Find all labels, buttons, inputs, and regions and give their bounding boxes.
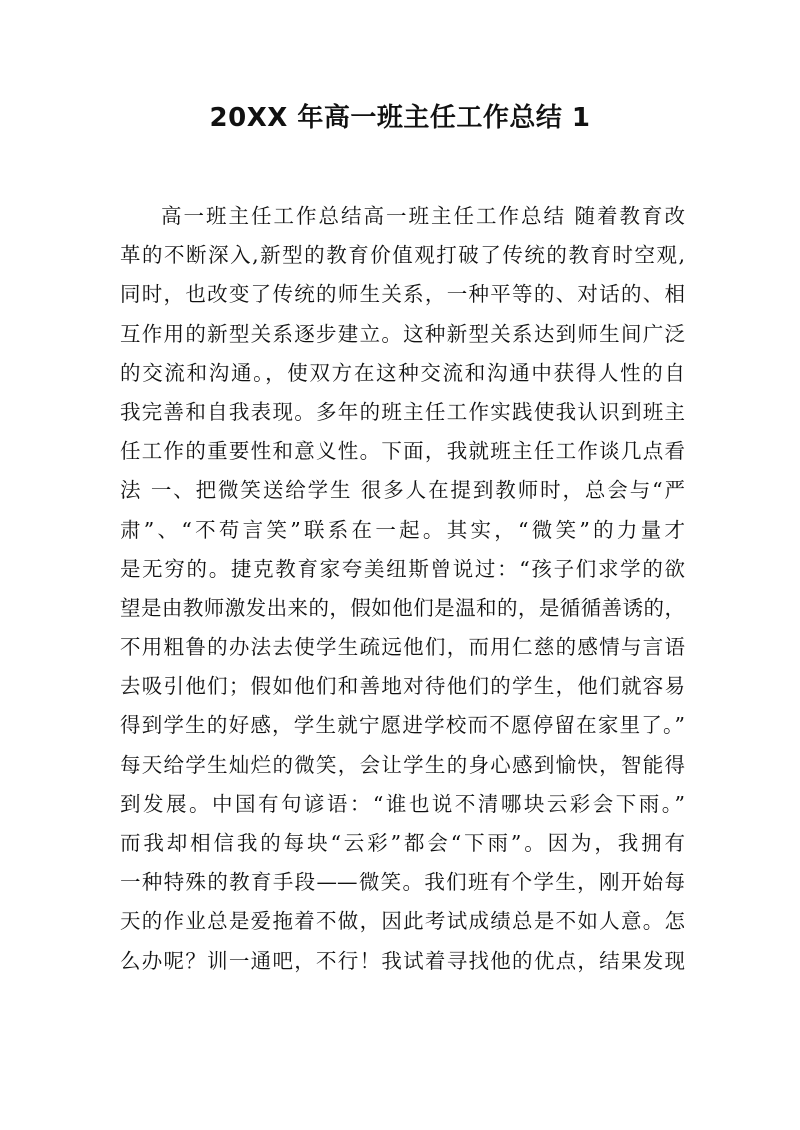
body-line: 到发展。中国有句谚语：“谁也说不清哪块云彩会下雨。” <box>120 791 685 816</box>
body-line: 天的作业总是爱拖着不做，因此考试成绩总是不如人意。怎 <box>120 909 685 934</box>
body-line: 每天给学生灿烂的微笑，会让学生的身心感到愉快，智能得 <box>120 752 685 777</box>
body-line: 互作用的新型关系逐步建立。这种新型关系达到师生间广泛 <box>120 321 685 346</box>
body-line: 么办呢？训一通吧，不行！我试着寻找他的优点，结果发现 <box>120 948 685 973</box>
document-title: 20XX 年高一班主任工作总结 1 <box>209 103 591 133</box>
body-line: 是无穷的。捷克教育家夸美纽斯曾说过：“孩子们求学的欲 <box>120 556 685 581</box>
body-line: 同时，也改变了传统的师生关系，一种平等的、对话的、相 <box>120 282 685 307</box>
body-line: 革的不断深入,新型的教育价值观打破了传统的教育时空观, <box>120 243 685 268</box>
body-line: 而我却相信我的每块“云彩”都会“下雨”。因为，我拥有 <box>120 831 685 855</box>
document-body <box>120 197 685 981</box>
body-line: 去吸引他们；假如他们和善地对待他们的学生，他们就容易 <box>120 674 685 699</box>
body-line: 的交流和沟通。，使双方在这种交流和沟通中获得人性的自 <box>120 360 685 385</box>
body-line: 法 一、把微笑送给学生 很多人在提到教师时，总会与“严 <box>120 478 685 503</box>
body-line: 高一班主任工作总结高一班主任工作总结 随着教育改 <box>161 204 685 228</box>
body-line: 我完善和自我表现。多年的班主任工作实践使我认识到班主 <box>120 399 685 424</box>
body-line: 一种特殊的教育手段——微笑。我们班有个学生，刚开始每 <box>120 870 685 895</box>
body-line: 不用粗鲁的办法去使学生疏远他们，而用仁慈的感情与言语 <box>120 635 685 660</box>
body-line: 肃”、“不苟言笑”联系在一起。其实，“微笑”的力量才 <box>120 517 685 542</box>
body-line: 得到学生的好感，学生就宁愿进学校而不愿停留在家里了。” <box>120 713 685 738</box>
body-line: 任工作的重要性和意义性。下面，我就班主任工作谈几点看 <box>120 439 685 464</box>
body-line: 望是由教师激发出来的，假如他们是温和的，是循循善诱的， <box>120 595 685 620</box>
